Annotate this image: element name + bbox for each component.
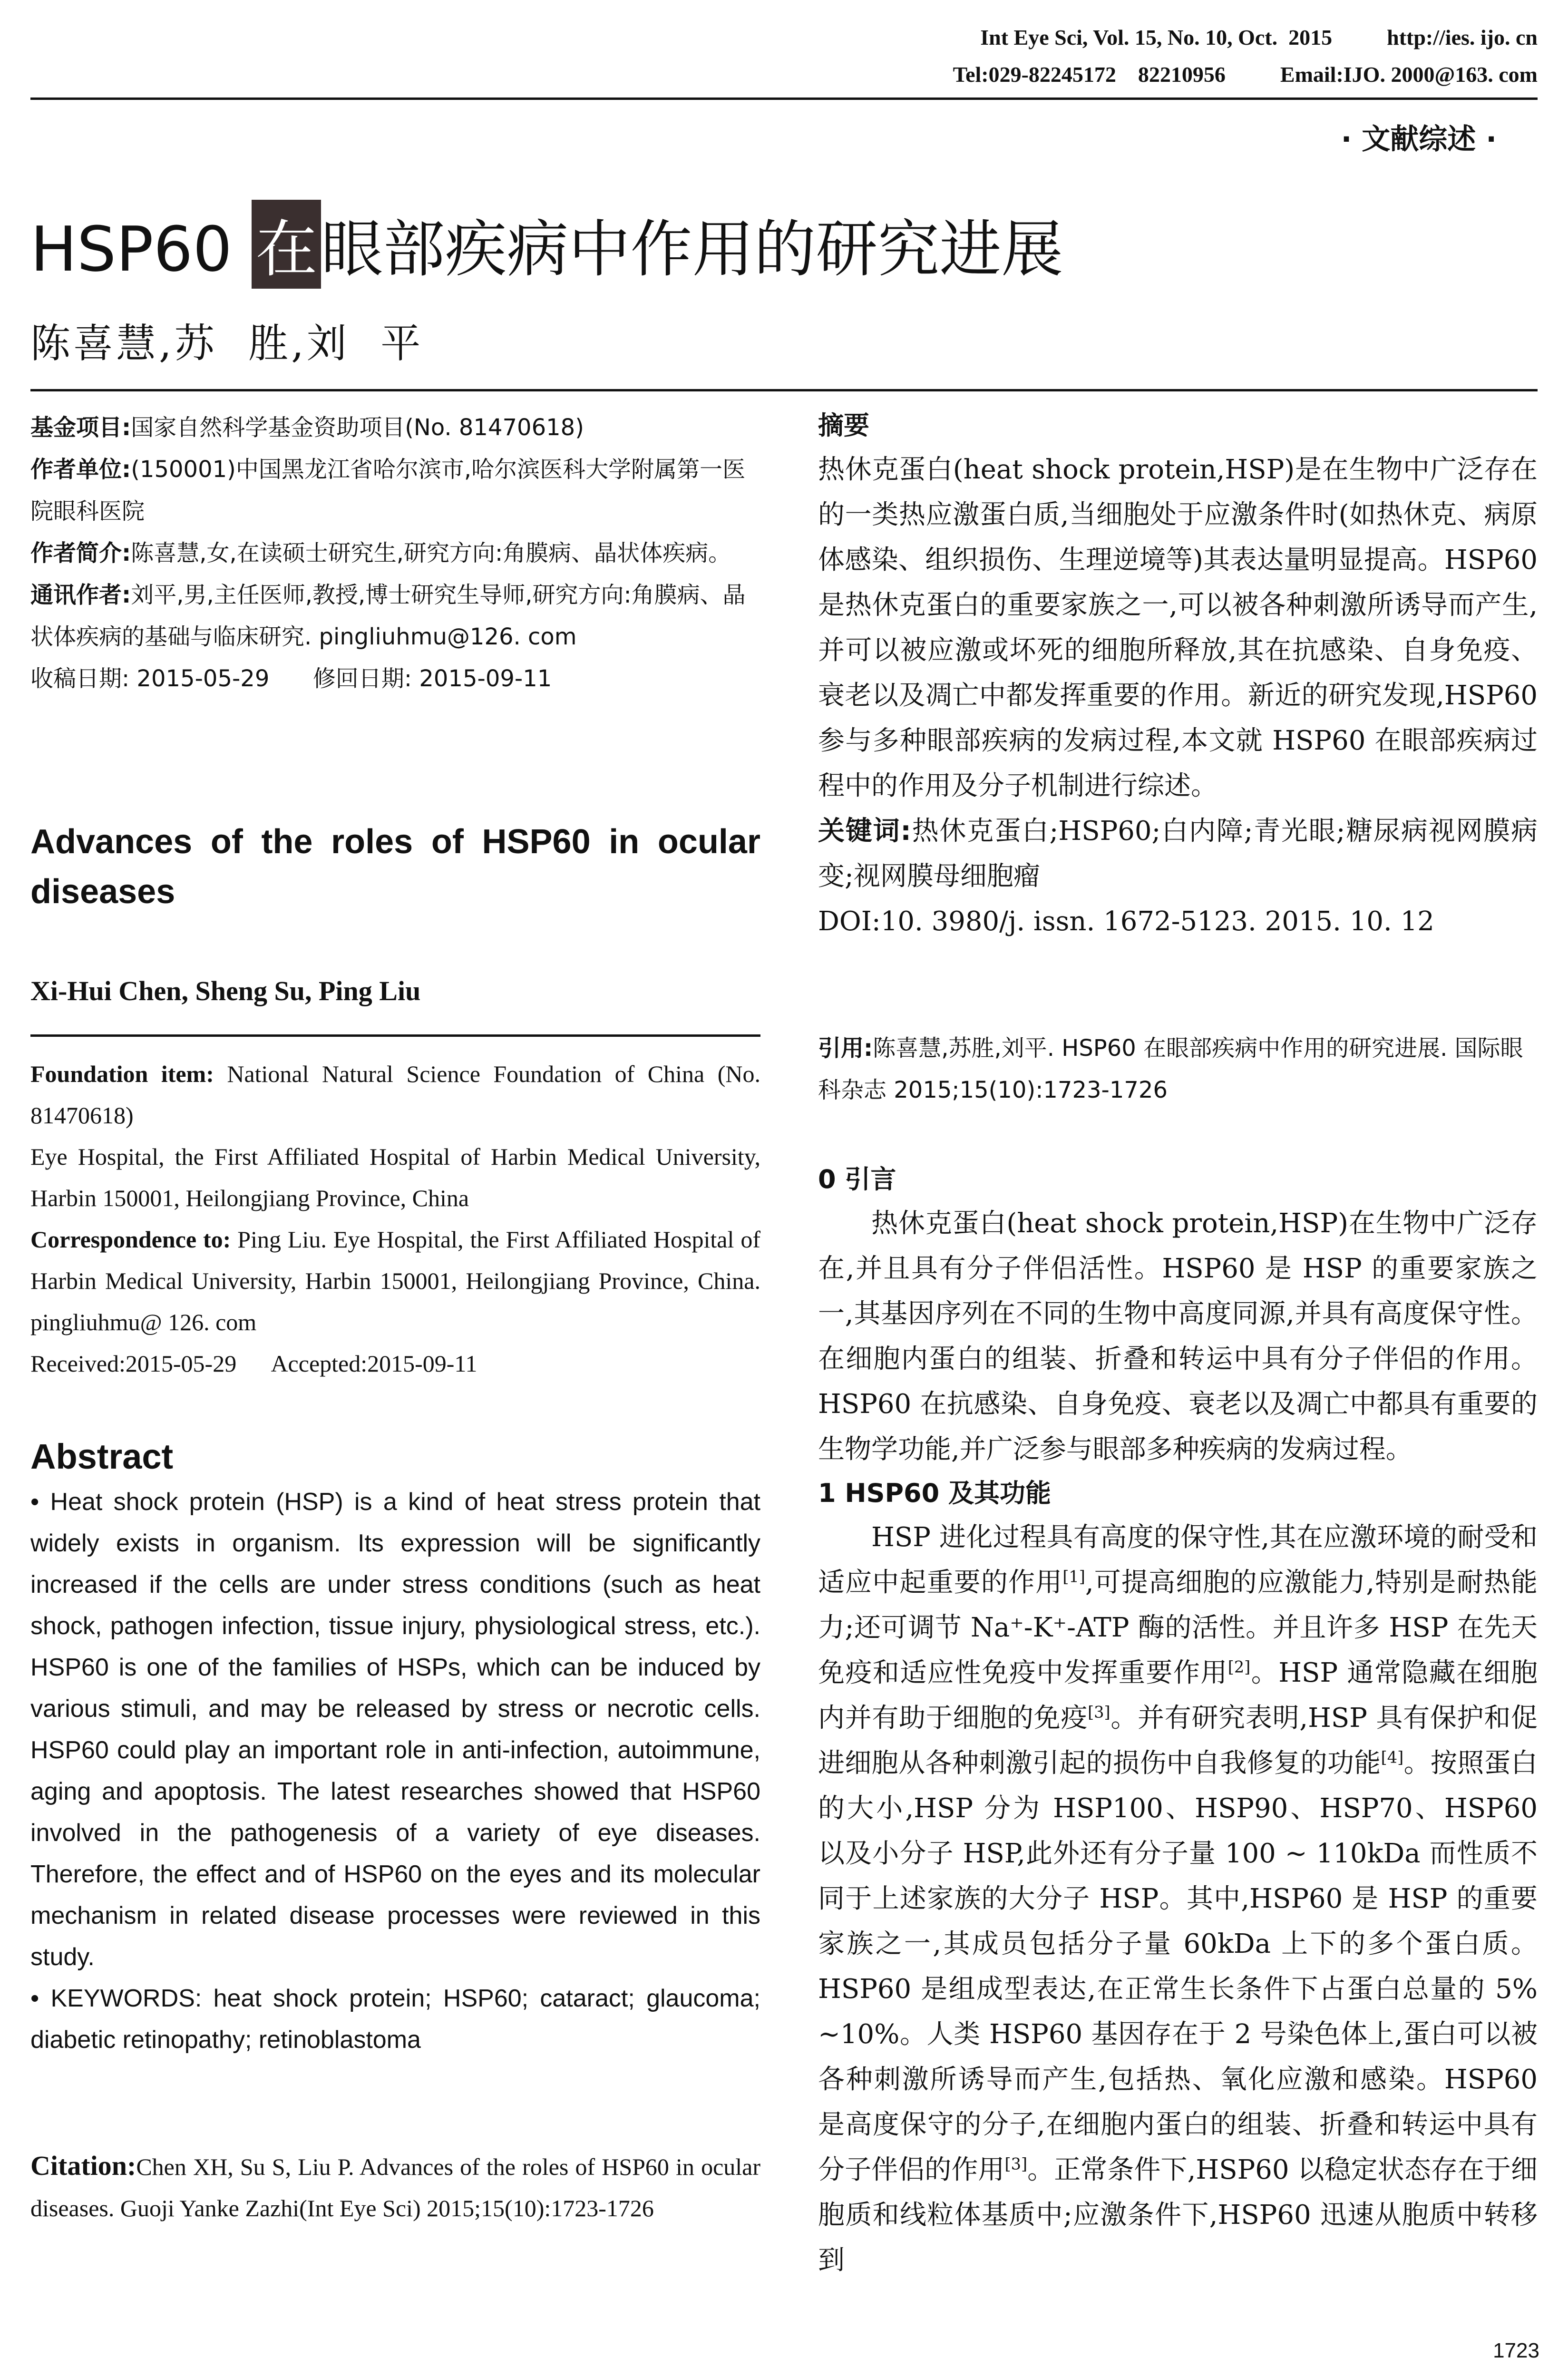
section-1-text-b: ,可提高细胞的应激能力,特别是耐热能力;还可调节 Na⁺-K⁺-ATP 酶的活性。并且许多 HSP 在先天免疫和适应性免疫中发挥重要作用 — [818, 1567, 1538, 1688]
ref-1[interactable]: [1] — [1062, 1567, 1085, 1586]
keywords-zh-text: 热休克蛋白;HSP60;白内障;青光眼;糖尿病视网膜病变;视网膜母细胞瘤 — [818, 816, 1538, 892]
section-1-text-d: 。并有研究表明,HSP 具有保护和促进细胞从各种刺激引起的损伤中自我修复的功能 — [818, 1703, 1538, 1779]
ref-4[interactable]: [4] — [1381, 1748, 1404, 1767]
section-1-heading: 1 HSP60 及其功能 — [818, 1478, 1051, 1508]
cite-zh-label: 引用: — [818, 1035, 873, 1062]
affil-text: (150001)中国黑龙江省哈尔滨市,哈尔滨医科大学附属第一医院眼科医院 — [30, 456, 746, 525]
section-0-heading: 0 引言 — [818, 1164, 896, 1194]
english-rule — [30, 1034, 760, 1037]
keywords-zh-label: 关键词: — [818, 816, 911, 847]
citation-en — [30, 2145, 760, 2229]
en-affiliation: Eye Hospital, the First Affiliated Hospital of Harbin Medical University, Harbin 150001, Heilongjiang Province, China — [30, 1143, 760, 1211]
bio-text: 陈喜慧,女,在读硕士研究生,研究方向:角膜病、晶状体疾病。 — [131, 540, 731, 566]
title-part2: 眼部疾病中作用的研究进展 — [321, 213, 1063, 285]
citation-text: Chen XH, Su S, Liu P. Advances of the roles of HSP60 in ocular diseases. Guoji Yanke Zazhi(Int Eye Sci) 2015;15(10):1723-1726 — [30, 2153, 760, 2221]
english-authors: Xi-Hui Chen, Sheng Su, Ping Liu — [30, 975, 421, 1006]
journal-contact-line: Tel:029-82245172 82210956 Email:IJO. 2000@163. com — [953, 62, 1538, 87]
section-1-text-c: 。HSP 通常隐藏在细胞内并有助于细胞的免疫 — [818, 1657, 1538, 1734]
abstract-en — [30, 1481, 760, 2061]
corr-text: 刘平,男,主任医师,教授,博士研究生导师,研究方向:角膜病、晶状体疾病的基础与临床研究. pingliuhmu@126. com — [30, 582, 746, 650]
article-title — [30, 200, 1063, 289]
received-dates-zh: 收稿日期: 2015-05-29 修回日期: 2015-09-11 — [30, 665, 552, 692]
header-rule — [30, 97, 1538, 100]
en-foundation-label: Foundation item: — [30, 1061, 214, 1087]
body-text — [818, 1158, 1538, 2283]
ref-3[interactable]: [3] — [1088, 1703, 1110, 1722]
bio-label: 作者简介: — [30, 540, 131, 566]
title-part1: HSP60 — [30, 213, 252, 285]
authors-zh: 陈喜慧,苏 胜,刘 平 — [30, 320, 424, 367]
foundation-label: 基金项目: — [30, 414, 131, 441]
en-foundation-text: National Natural Science Foundation of China (No. 81470618) — [30, 1061, 760, 1129]
affil-label: 作者单位: — [30, 456, 131, 483]
abstract-zh-heading: 摘要 — [818, 410, 869, 440]
authors-rule — [30, 389, 1538, 391]
keywords-en: • KEYWORDS: heat shock protein; HSP60; cataract; glaucoma; diabetic retinopathy; retinoblastoma — [30, 1985, 760, 2054]
doi: DOI:10. 3980/j. issn. 1672-5123. 2015. 10. 12 — [818, 906, 1434, 937]
english-title: Advances of the roles of HSP60 in ocular diseases — [30, 823, 760, 911]
title-highlight: 在 — [252, 200, 321, 289]
citation-label: Citation: — [30, 2150, 136, 2181]
ref-2[interactable]: [2] — [1227, 1657, 1251, 1676]
abstract-zh-text: 热休克蛋白(heat shock protein,HSP)是在生物中广泛存在的一类热应激蛋白质,当细胞处于应激条件时(如热休克、病原体感染、组织损伤、生理逆境等)其表达量明显提高。HSP60 是热休克蛋白的重要家族之一,可以被各种刺激所诱导而产生,并可以被应激或坏死的细胞所释放,其在抗感染、自身免疫、衰老以及凋亡中都发挥重要的作用。新近的研究发现,HSP60 参与多种眼部疾病的发病过程,本文就 HSP60 在眼部疾病过程中的作用及分子机制进行综述。 — [818, 454, 1538, 801]
ref-5[interactable]: [3] — [1004, 2154, 1028, 2173]
section-label: · 文献综述 · — [1341, 123, 1497, 156]
section-1-text-a: HSP 进化过程具有高度的保守性,其在应激环境的耐受和适应中起重要的作用 — [818, 1522, 1538, 1598]
foundation-text: 国家自然科学基金资助项目(No. 81470618) — [131, 414, 584, 441]
cite-zh-text: 陈喜慧,苏胜,刘平. HSP60 在眼部疾病中作用的研究进展. 国际眼科杂志 2015;15(10):1723-1726 — [818, 1035, 1523, 1103]
en-corr-text: Ping Liu. Eye Hospital, the First Affiliated Hospital of Harbin Medical University, Harbin 150001, Heilongjiang Province, China. pingliuhmu@ 126. com — [30, 1226, 760, 1335]
en-corr-label: Correspondence to: — [30, 1226, 231, 1253]
article-info-en — [30, 1053, 760, 1384]
section-1-text-e: 。按照蛋白的大小,HSP 分为 HSP100、HSP90、HSP70、HSP60 以及小分子 HSP,此外还有分子量 100 ~ 110kDa 而性质不同于上述家族的大分子 HSP。其中,HSP60 是 HSP 的重要家族之一,其成员包括分子量 60kDa 上下的多个蛋白质。HSP60 是组成型表达,在正常生长条件下占蛋白总量的 5% ~10%。人类 HSP60 基因存在于 2 号染色体上,蛋白可以被各种刺激所诱导而产生,包括热、氧化应激和感染。HSP60 是高度保守的分子,在细胞内蛋白的组装、折叠和转运中具有分子伴侣的作用 — [818, 1748, 1538, 2185]
page-number: 1723 — [1493, 2339, 1539, 2362]
citation-zh — [818, 1027, 1538, 1111]
journal-info-line: Int Eye Sci, Vol. 15, No. 10, Oct. 2015 http://ies. ijo. cn — [980, 25, 1538, 49]
section-1-text-f: 。正常条件下,HSP60 以稳定状态存在于细胞质和线粒体基质中;应激条件下,HSP60 迅速从胞质中转移到 — [818, 2154, 1538, 2276]
abstract-en-text: • Heat shock protein (HSP) is a kind of heat stress protein that widely exists in organism. Its expression will be significantly increased if the cells are under stress conditions (such as heat shock, pathogen infection, tissue injury, physiological stress, etc.). HSP60 is one of the families of HSPs, which can be induced by various stimuli, and may be released by stress or necrotic cells. HSP60 could play an important role in anti-infection, autoimmune, aging and apoptosis. The latest researches showed that HSP60 involved in the pathogenesis of a variety of eye diseases. Therefore, the effect and of HSP60 on the eyes and its molecular mechanism in related disease processes were reviewed in this study. — [30, 1488, 760, 1971]
section-0-paragraph: 热休克蛋白(heat shock protein,HSP)在生物中广泛存在,并且具有分子伴侣活性。HSP60 是 HSP 的重要家族之一,其基因序列在不同的生物中高度同源,并具有高度保守性。在细胞内蛋白的组装、折叠和转运中具有分子伴侣的作用。HSP60 在抗感染、自身免疫、衰老以及凋亡中都具有重要的生物学功能,并广泛参与眼部多种疾病的发病过程。 — [818, 1208, 1538, 1465]
abstract-zh-block — [818, 404, 1538, 944]
abstract-heading: Abstract — [30, 1437, 174, 1476]
en-received-dates: Received:2015-05-29 Accepted:2015-09-11 — [30, 1350, 477, 1377]
article-info-zh — [30, 407, 760, 700]
section-1-paragraph — [818, 1515, 1538, 2283]
corr-label: 通讯作者: — [30, 582, 131, 608]
